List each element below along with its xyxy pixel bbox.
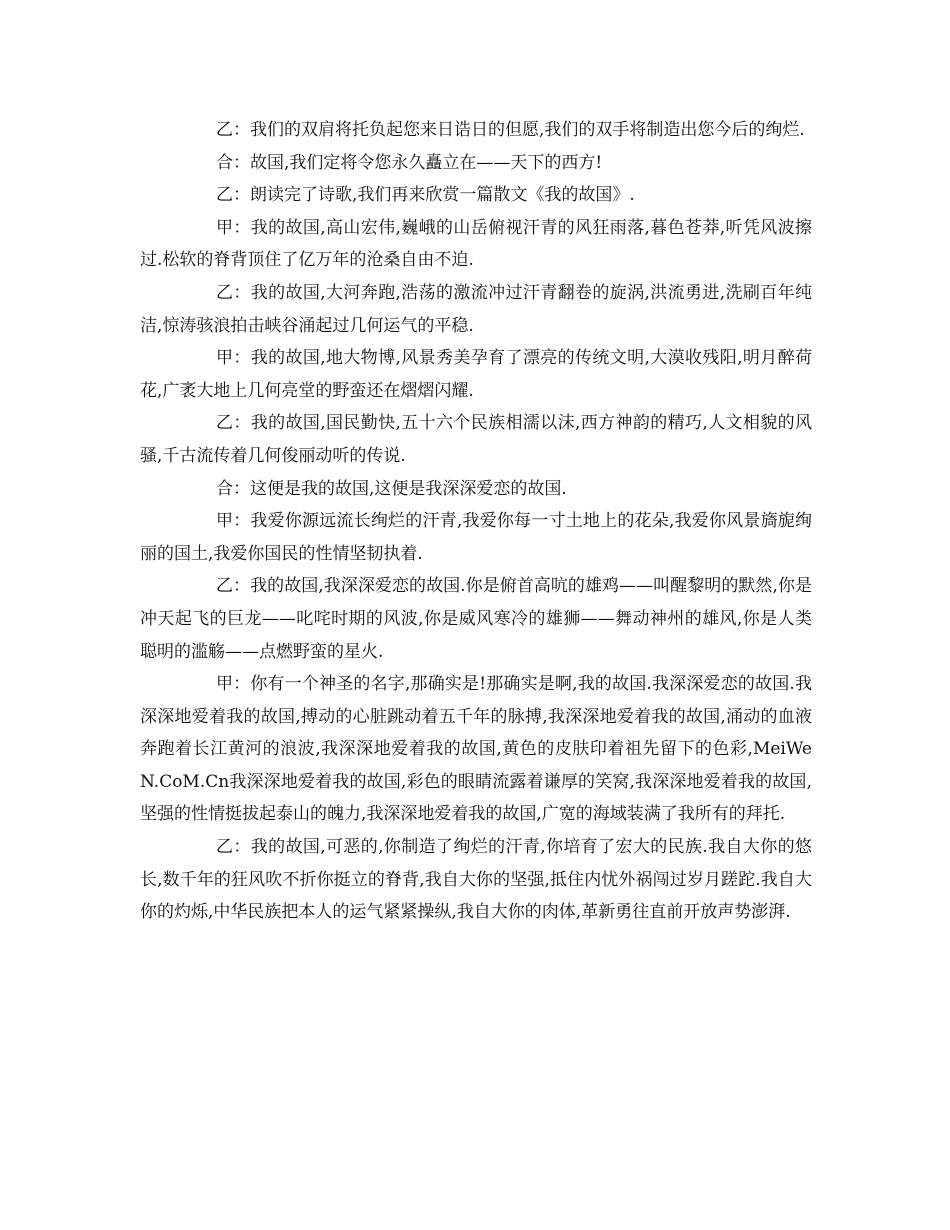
paragraph: 甲：我爱你源远流长绚烂的汗青,我爱你每一寸土地上的花朵,我爱你风景旖旎绚丽的国土,我爱你国民的性情坚韧执着. — [140, 511, 812, 564]
paragraph: 甲：我的故国,地大物博,风景秀美孕育了漂亮的传统文明,大漠收残阳,明月醉荷花,广袤大地上几何亮堂的野蛮还在熠熠闪耀. — [140, 348, 812, 401]
paragraph: 乙：朗读完了诗歌,我们再来欣赏一篇散文《我的故国》. — [216, 185, 635, 206]
paragraph: 合：这便是我的故国,这便是我深深爱恋的故国. — [216, 478, 567, 499]
paragraph: 乙：我们的双肩将托负起您来日诰日的但愿,我们的双手将制造出您今后的绚烂. — [216, 120, 805, 140]
paragraph: 合：故国,我们定将令您永久矗立在——天下的西方! — [216, 152, 603, 173]
paragraph: 甲：你有一个神圣的名字,那确实是!那确实是啊,我的故国.我深深爱恋的故国.我深深地爱着我的故国,搏动的心脏跳动着五千年的脉搏,我深深地爱着我的故国,涌动的血液奔跑着长江黄河的浪波,我深深地爱着我的故国,黄色的皮肤印着祖先留下的色彩,MeiWeN.CoM.Cn我深深地爱着我的故国,彩色的眼睛流露着谦厚的笑窝,我深深地爱着我的故国,坚强的性情挺拔起泰山的魄力,我深深地爱着我的故国,广宽的海域装满了我所有的拜托. — [140, 674, 812, 825]
document-body — [140, 114, 812, 929]
paragraph: 乙：我的故国,我深深爱恋的故国.你是俯首高吭的雄鸡——叫醒黎明的默然,你是冲天起飞的巨龙——叱咤时期的风波,你是威风寒冷的雄狮——舞动神州的雄风,你是人类聪明的滥觞——点燃野蛮的星火. — [140, 576, 812, 662]
paragraph: 乙：我的故国,可恶的,你制造了绚烂的汗青,你培育了宏大的民族.我自大你的悠长,数千年的狂风吹不折你挺立的脊背,我自大你的坚强,抵住内忧外祸闯过岁月蹉跎.我自大你的灼烁,中华民族把本人的运气紧紧操纵,我自大你的肉体,革新勇往直前开放声势澎湃. — [140, 837, 812, 923]
paragraph: 甲：我的故国,高山宏伟,巍峨的山岳俯视汗青的风狂雨落,暮色苍莽,听凭风波擦过.松软的脊背顶住了亿万年的沧桑自由不迫. — [140, 217, 812, 271]
paragraph: 乙：我的故国,国民勤快,五十六个民族相濡以沫,西方神韵的精巧,人文相貌的风骚,千古流传着几何俊丽动听的传说. — [140, 413, 812, 466]
paragraph: 乙：我的故国,大河奔跑,浩荡的激流冲过汗青翻卷的旋涡,洪流勇进,洗刷百年纯洁,惊涛骇浪拍击峡谷涌起过几何运气的平稳. — [140, 282, 812, 336]
